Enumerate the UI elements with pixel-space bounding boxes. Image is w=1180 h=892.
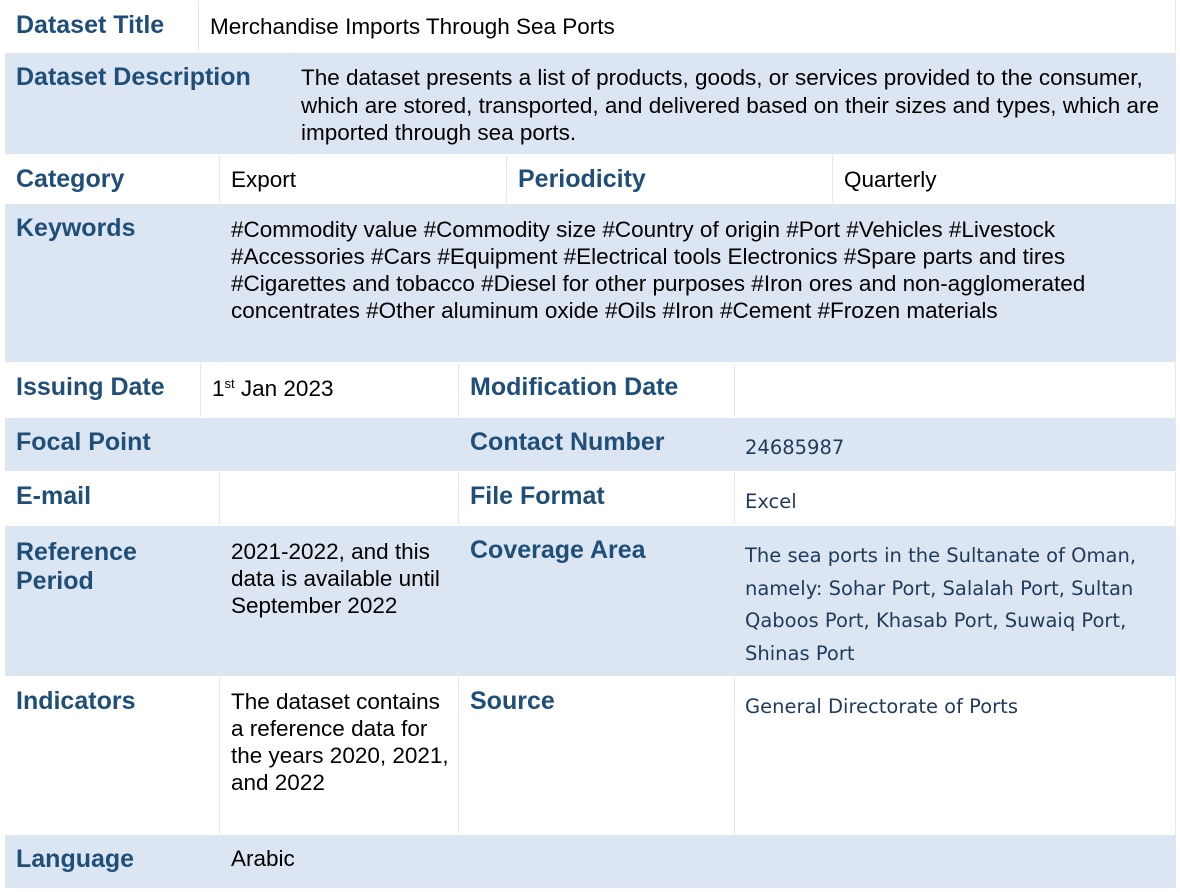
reference-period-label: Reference Period — [16, 538, 137, 595]
row-language — [5, 834, 1175, 888]
focal-point-value — [200, 418, 458, 471]
row-indicators — [5, 676, 1175, 834]
dataset-title-value: Merchandise Imports Through Sea Ports — [198, 1, 1175, 52]
language-label: Language — [16, 845, 135, 873]
issuing-date-rest: Jan 2023 — [234, 376, 334, 401]
indicators-label: Indicators — [16, 687, 136, 715]
contact-number-label: Contact Number — [458, 418, 734, 471]
issuing-date-value — [200, 363, 458, 417]
issuing-date-label: Issuing Date — [16, 373, 165, 401]
focal-point-label: Focal Point — [16, 428, 151, 456]
keywords-label: Keywords — [16, 214, 136, 242]
reference-period-value: 2021-2022, and this data is available until September 2022 — [219, 526, 458, 676]
category-label: Category — [16, 165, 125, 193]
indicators-value: The dataset contains a reference data for the years 2020, 2021, and 2022 — [219, 677, 458, 834]
row-keywords — [5, 203, 1175, 362]
coverage-area-value: The sea ports in the Sultanate of Oman, namely: Sohar Port, Salalah Port, Sultan Qaboos Port, Khasab Port, Suwaiq Port, Shinas Port — [734, 526, 1175, 676]
periodicity-value: Quarterly — [832, 155, 1175, 203]
row-focal-point — [5, 417, 1175, 471]
dataset-description-label: Dataset Description — [16, 63, 251, 91]
file-format-label: File Format — [458, 472, 734, 525]
periodicity-label: Periodicity — [506, 155, 832, 203]
row-reference-period — [5, 525, 1175, 676]
row-category — [5, 154, 1175, 203]
issuing-date-day: 1 — [212, 376, 225, 401]
language-value: Arabic — [219, 835, 1175, 888]
row-dataset-description — [5, 52, 1175, 154]
contact-number-value: 24685987 — [734, 418, 1175, 471]
row-email — [5, 471, 1175, 525]
row-issuing-date — [5, 362, 1175, 417]
modification-date-value — [734, 363, 1175, 417]
file-format-value: Excel — [734, 472, 1175, 525]
modification-date-label: Modification Date — [458, 363, 734, 417]
email-label: E-mail — [16, 482, 92, 510]
dataset-description-value: The dataset presents a list of products, goods, or services provided to the consumer, which are stored, transported, and delivered based on their sizes and types, which are imported through sea ports. — [289, 53, 1175, 154]
source-value: General Directorate of Ports — [734, 677, 1175, 834]
keywords-value: #Commodity value #Commodity size #Country of origin #Port #Vehicles #Livestock #Accessories #Cars #Equipment #Electrical tools Electronics #Spare parts and tires #Cigarettes and tobacco #Diesel for other purposes #Iron ores and non-agglomerated concentrates #Other aluminum oxide #Oils #Iron #Cement #Frozen materials — [219, 204, 1175, 362]
issuing-date-suffix: st — [224, 376, 235, 391]
coverage-area-label: Coverage Area — [458, 526, 734, 676]
metadata-table — [5, 0, 1176, 888]
row-dataset-title — [5, 0, 1175, 52]
dataset-title-label: Dataset Title — [16, 11, 165, 39]
source-label: Source — [458, 677, 734, 834]
category-value: Export — [219, 155, 506, 203]
email-value — [219, 472, 458, 525]
